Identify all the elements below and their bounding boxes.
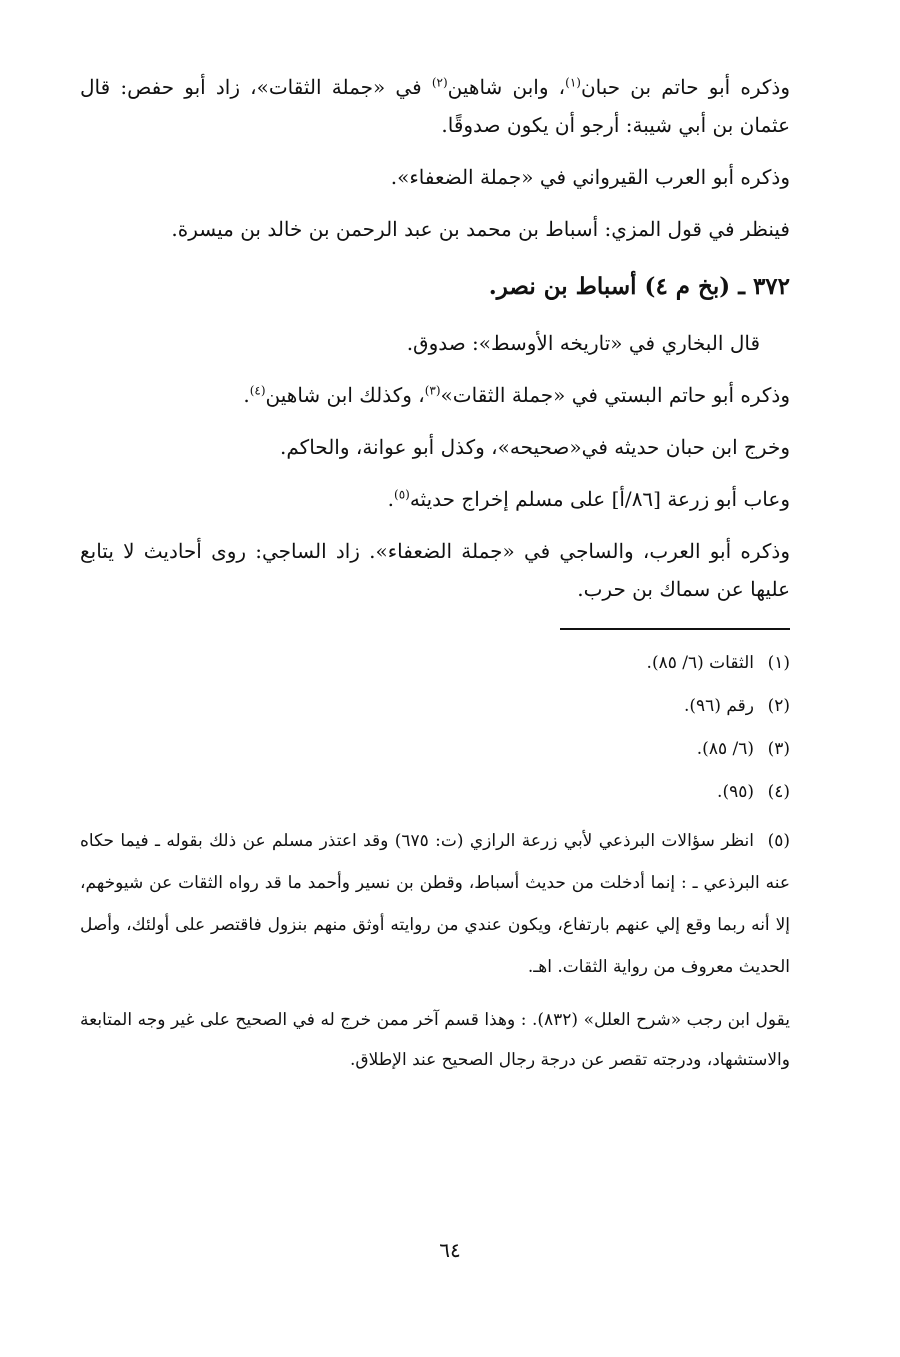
paragraph-mizzi: فينظر في قول المزي: أسباط بن محمد بن عبد الرحمن بن خالد بن ميسرة.	[171, 217, 790, 241]
footnote-ref-1[interactable]: (١)	[565, 75, 581, 90]
paragraph-text: وذكره أبو حاتم البستي في «جملة الثقات»	[440, 383, 790, 407]
page-content	[80, 68, 790, 1088]
entry-heading: ٣٧٢ ـ (بخ م ٤) أسباط بن نصر.	[488, 273, 790, 300]
paragraph-text: وعاب أبو زرعة [٨٦/أ] على مسلم إخراج حديثه	[409, 487, 790, 511]
footnote-item	[80, 648, 790, 679]
footnote-ref-4[interactable]: (٤)	[249, 383, 266, 398]
footnote-text: (٩٥).	[717, 782, 754, 802]
footnote-number: (٥)	[767, 831, 790, 851]
paragraph-abu-zura	[80, 480, 790, 518]
footnote-continuation: يقول ابن رجب «شرح العلل» (٨٣٢). : وهذا قسم آخر ممن خرج له في الصحيح على غير وجه المتابعة والاستشهاد، ودرجته تقصر عن درجة رجال الصحيح عند الإطلاق.	[80, 1010, 790, 1070]
footnote-number: (٢)	[767, 696, 790, 716]
footnote-item-long	[80, 820, 790, 988]
footnote-number: (٤)	[767, 782, 790, 802]
footnote-text: الثقات (٦/ ٨٥).	[646, 653, 754, 673]
paragraph-bukhari: قال البخاري في «تاريخه الأوسط»: صدوق.	[406, 331, 760, 355]
paragraph-text: في «جملة الثقات»، زاد أبو حفص: قال عثمان بن أبي شيبة: أرجو أن يكون صدوقًا.	[80, 75, 790, 137]
paragraph-text: ، وكذلك ابن شاهين	[265, 383, 425, 407]
paragraph-busti	[80, 376, 790, 414]
paragraph-text: .	[243, 383, 250, 407]
footnote-item	[80, 777, 790, 808]
paragraph-text: .	[387, 487, 394, 511]
footnote-text: انظر سؤالات البرذعي لأبي زرعة الرازي (ت: ٦٧٥) وقد اعتذر مسلم عن ذلك بقوله ـ فيما حكاه عنه البرذعي ـ : إنما أدخلت من حديث أسباط، وقطن بن نسير وأحمد ما قد رواه الثقات عن شيوخهم، إلا أنه ربما وقع إلي عنهم بارتفاع، ويكون عندي من روايته أوثق منهم بنزول فاقتصر على أولئك، وأصل الحديث معروف من رواية الثقات. اهـ.	[80, 831, 790, 977]
paragraph-abu-al-arab: وذكره أبو العرب القيرواني في «جملة الضعفاء».	[390, 165, 790, 189]
paragraph-ibn-hibban	[80, 68, 790, 144]
footnote-text: (٦/ ٨٥).	[696, 739, 754, 759]
footnotes	[80, 648, 790, 1080]
paragraph-ibn-hibban-sahih: وخرج ابن حبان حديثه في«صحيحه»، وكذل أبو عوانة، والحاكم.	[280, 435, 790, 459]
footnote-ref-2[interactable]: (٢)	[431, 75, 448, 90]
footnote-ref-3[interactable]: (٣)	[424, 383, 441, 398]
footnote-item	[80, 734, 790, 765]
footnote-number: (١)	[767, 653, 790, 673]
paragraph-text: وذكره أبو حاتم بن حبان	[580, 75, 790, 99]
footnote-text: رقم (٩٦).	[684, 696, 754, 716]
page-number: ٦٤	[439, 1238, 461, 1262]
footnote-ref-5[interactable]: (٥)	[394, 487, 410, 502]
paragraph-text: ، وابن شاهين	[447, 75, 566, 99]
footnote-item	[80, 691, 790, 722]
footnote-number: (٣)	[767, 739, 790, 759]
paragraph-saji: وذكره أبو العرب، والساجي في «جملة الضعفاء». زاد الساجي: روى أحاديث لا يتابع عليها عن سماك بن حرب.	[80, 539, 790, 601]
footnote-divider	[560, 628, 790, 630]
